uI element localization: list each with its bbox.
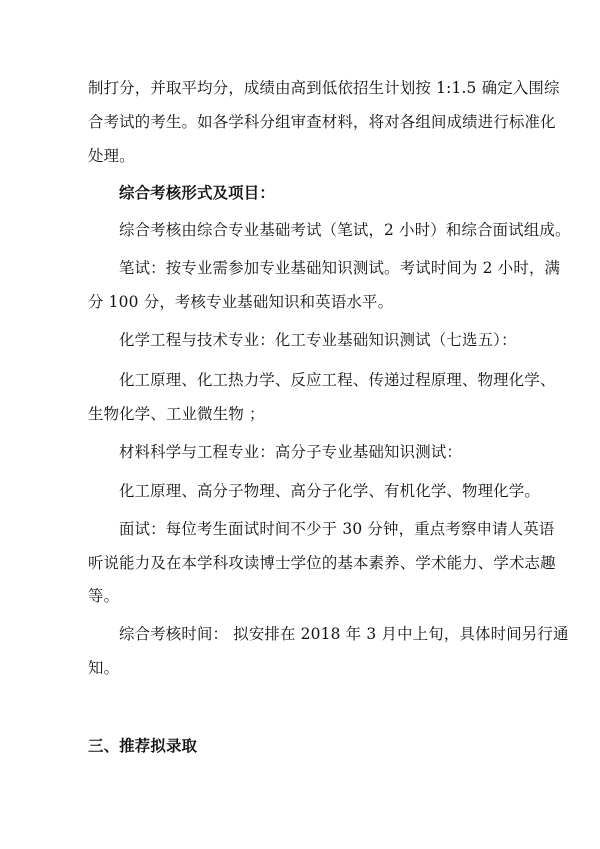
paragraph-line: 化工原理、高分子物理、高分子化学、有机化学、物理化学。 xyxy=(119,482,540,500)
section-heading: 三、推荐拟录取 xyxy=(88,737,198,755)
paragraph-line: 制打分，并取平均分，成绩由高到低依招生计划按 1:1.5 确定入围综 xyxy=(88,79,560,97)
paragraph-line: 听说能力及在本学科攻读博士学位的基本素养、学术能力、学术志趣 xyxy=(88,554,556,572)
paragraph-line: 处理。 xyxy=(88,147,135,165)
section-subheading: 综合考核形式及项目： xyxy=(119,184,275,202)
paragraph-line: 生物化学、工业微生物 ； xyxy=(88,405,265,423)
paragraph-line: 综合考核时间： 拟安排在 2018 年 3 月中上旬，具体时间另行通 xyxy=(119,625,569,643)
paragraph-line: 化工原理、化工热力学、反应工程、传递过程原理、物理化学、 xyxy=(119,371,556,389)
paragraph-line: 化学工程与技术专业：化工专业基础知识测试（七选五）： xyxy=(119,331,517,349)
paragraph-line: 知。 xyxy=(88,659,120,677)
paragraph-line: 等。 xyxy=(88,587,120,605)
paragraph-line: 笔试：按专业需参加专业基础知识测试。考试时间为 2 小时，满 xyxy=(119,259,561,277)
paragraph-line: 合考试的考生。如各学科分组审查材料，将对各组间成绩进行标准化 xyxy=(88,113,556,131)
paragraph-line: 材料科学与工程专业：高分子专业基础知识测试： xyxy=(119,443,462,461)
paragraph-line: 面试：每位考生面试时间不少于 30 分钟，重点考察申请人英语 xyxy=(119,520,555,538)
paragraph-line: 综合考核由综合专业基础考试（笔试，2 小时）和综合面试组成。 xyxy=(119,221,571,239)
paragraph-line: 分 100 分，考核专业基础知识和英语水平。 xyxy=(88,293,394,311)
